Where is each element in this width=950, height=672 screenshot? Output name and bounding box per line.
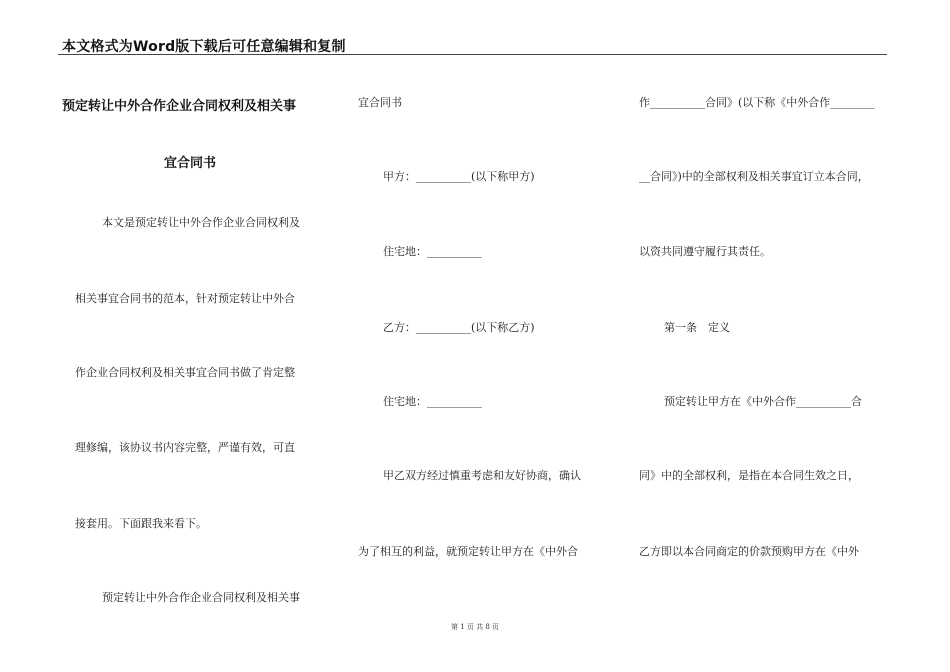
party-a-address-line: 住宅地：__________	[383, 245, 482, 258]
title-line-2: 宜合同书	[164, 156, 217, 171]
paragraph-line: 为了相互的利益，就预定转让甲方在《中外合	[358, 545, 578, 558]
paragraph-line: 预定转让中外合作企业合同权利及相关事	[102, 591, 300, 604]
paragraph-line: 同》中的全部权利，是指在本合同生效之日，	[639, 469, 859, 482]
title-line-1: 预定转让中外合作企业合同权利及相关事	[62, 99, 297, 114]
paragraph-line: 作企业合同权利及相关事宜合同书做了肯定整	[75, 366, 295, 379]
article-heading: 第一条 定义	[664, 321, 730, 334]
paragraph-line: 接套用。下面跟我来看下。	[75, 517, 207, 530]
document-header: 本文格式为Word版下载后可任意编辑和复制	[62, 39, 346, 55]
paragraph-line: 甲乙双方经过慎重考虑和友好协商，确认	[383, 469, 581, 482]
paragraph-line: 以资共同遵守履行其责任。	[639, 245, 771, 258]
paragraph-line: 相关事宜合同书的范本，针对预定转让中外合	[75, 292, 295, 305]
party-b-line: 乙方：__________(以下称乙方)	[383, 321, 535, 334]
paragraph-line: 乙方即以本合同商定的价款预购甲方在《中外	[639, 545, 859, 558]
paragraph-line: 作__________合同》(以下称《中外合作________	[639, 96, 875, 109]
page-number-footer: 第 1 页 共 8 页	[450, 623, 500, 631]
header-divider	[58, 54, 887, 55]
paragraph-line: 宜合同书	[358, 96, 402, 109]
paragraph-line: __合同》)中的全部权利及相关事宜订立本合同，	[639, 170, 869, 183]
paragraph-line: 本文是预定转让中外合作企业合同权利及	[102, 216, 300, 229]
party-a-line: 甲方：__________(以下称甲方)	[383, 170, 535, 183]
paragraph-line: 理修编，该协议书内容完整，严谨有效，可直	[75, 441, 295, 454]
party-b-address-line: 住宅地：__________	[383, 395, 482, 408]
paragraph-line: 预定转让甲方在《中外合作__________合	[664, 395, 862, 408]
